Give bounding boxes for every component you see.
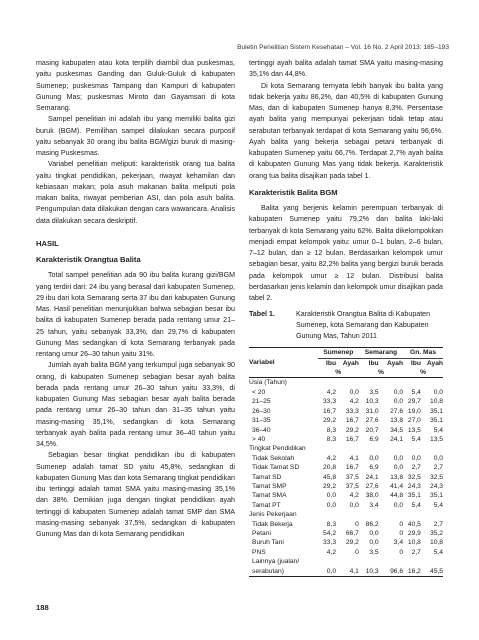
cell-value: 8,3 [326,426,337,434]
cell-value: 5,4 [411,501,421,509]
cell-value: 16,7 [345,464,359,472]
cell-value: 29,7 [407,398,421,406]
cell-value: 0,0 [369,539,379,547]
cell-value: 0,0 [393,388,404,396]
subheader: Ibu [410,359,421,367]
section-title: Jenis Pekerjaan [249,511,297,519]
cell-value: 0,0 [369,454,379,462]
cell-value: 24,1 [390,435,404,443]
cell-value: 16,7 [345,417,359,425]
cell-value: 27,6 [390,407,404,415]
cell-value: 2,7 [433,520,443,528]
cell-value: 0,0 [433,388,443,396]
table-row [249,397,443,406]
cell-value: 29,2 [345,426,359,434]
cell-value: 20,8 [323,464,337,472]
subsection-heading: Karakteristik Orangtua Balita [36,255,141,264]
cell-value: 40,5 [407,520,421,528]
cell-value: 96,6 [379,567,403,577]
cell-value: 35,1 [429,492,443,500]
cell-value: 8,3 [326,520,337,528]
cell-value: 33,3 [323,398,337,406]
right-column [249,58,443,577]
cell-value: 2,7 [411,464,421,472]
cell-value: 29,2 [323,417,337,425]
group-header: Gn. Mas [403,348,443,358]
cell-value: 0,0 [326,501,337,509]
cell-value: 37,5 [345,473,359,481]
cell-value: 0,0 [349,388,359,396]
paragraph: masing kabupaten atau kota terpilih diambil dua puskesmas, yaitu puskesmas Ganding dan Guluk-Guluk di kabupaten Sumenep; puskesmas Tampang dan Kampuri di kabupaten Gunung Mas; puskesmas Miroto dan Gayamsari di kota Semarang. [36,59,235,112]
cell-value: 4,2 [326,388,337,396]
cell-value: 10,3 [365,398,379,406]
cell-value: 16,7 [323,407,337,415]
table-section-row [249,510,443,519]
paragraph: tertinggi ayah balita adalah tamat SMA yaitu masing-masing 35,1% dan 44,8%. [249,59,443,79]
cell-value: 6,9 [369,464,379,472]
row-label: Tidak Sekolah [252,454,295,462]
table-row [249,529,443,538]
cell-value: 4,2 [349,492,359,500]
cell-value: 33,3 [345,407,359,415]
table-row [249,388,443,397]
row-label: Tidak Bekerja [252,520,293,528]
table-section-row [249,444,443,453]
cell-value: 27,6 [365,417,379,425]
paragraph: Sampel penelitian ini adalah ibu yang memiliki balita gizi buruk (BGM). Pemilihan sampel dilakukan secara purposif yaitu sebanyak 30 orang ibu balita BGM/gizi buruk di masing-masing Puskesmas. [36,115,235,157]
table-row [249,538,443,547]
group-header: Sumenep [318,348,359,358]
cell-value: 0 [355,548,359,556]
cell-value: 66,7 [345,529,359,537]
table-row [249,491,443,500]
paragraph: Jumlah ayah balita BGM yang terkumpul juga sebanyak 90 orang, di kabupaten Sumenep sebagian besar ayah balita berada pada rentang umur 26–30 tahun yaitu 33,3%, di kabupaten Gunung Mas sebagian besar ayah balita berada pada rentang umur 26–30 tahun dan 31–35 tahun yaitu masing-masing 35,1%, sedangkan di kota Semarang terbanyak ayah balita pada rentang umur 36–40 tahun yaitu 34,5%. [36,361,235,448]
cell-value: 29,2 [345,539,359,547]
table-group-header-row [249,348,443,358]
cell-value: 0,0 [393,454,404,462]
cell-value: 4,2 [326,548,337,556]
table-row [249,416,443,425]
cell-value: 3,4 [369,501,379,509]
table-row [249,482,443,491]
row-label: > 40 [252,435,266,443]
cell-value: 4,2 [326,454,337,462]
cell-value: 27,6 [365,482,379,490]
cell-value: 32,5 [407,473,421,481]
section-title: Tingkat Pendidikan [249,445,306,453]
cell-value: 4,1 [349,454,359,462]
cell-value: 35,1 [429,407,443,415]
cell-value: 4,2 [349,398,359,406]
cell-value: 0,0 [349,501,359,509]
cell-value: 5,4 [433,501,443,509]
table-row [249,501,443,510]
subsection-heading: Karakteristik Balita BGM [249,187,338,197]
row-label: Tamat SMP [252,482,287,490]
cell-value: 35,1 [407,492,421,500]
cell-value: 45,5 [421,567,443,577]
table-unit-row [249,368,443,378]
row-label: 31–35 [252,417,271,425]
cell-value: 6,9 [369,435,379,443]
cell-value: 34,5 [390,426,404,434]
unit-label: % [318,368,359,378]
cell-value: 0,0 [433,454,443,462]
variable-header: Variabel [249,359,275,367]
cell-value: 5,4 [411,435,421,443]
cell-value: 13,8 [390,473,404,481]
row-label: 21–25 [252,398,271,406]
cell-value: 35,2 [429,529,443,537]
cell-value: 0,0 [393,464,404,472]
cell-value: 3,5 [369,548,379,556]
cell-value: 0 [399,529,404,537]
row-label: Tidak Tamat SD [252,464,300,472]
cell-value: 2,7 [411,548,421,556]
unit-label: % [359,368,403,378]
cell-value: 0 [399,548,404,556]
cell-value: 0,0 [393,501,404,509]
table-row [249,435,443,444]
row-label: serabutan) [249,567,318,577]
cell-value: 3,4 [393,539,404,547]
cell-value: 54,2 [323,529,337,537]
cell-value: 13,5 [407,426,421,434]
cell-value: 41,4 [390,482,404,490]
cell-value: 45,8 [323,473,337,481]
table-row [249,557,443,566]
cell-value: 0 [355,520,359,528]
cell-value: 20,7 [365,426,379,434]
cell-value [421,557,443,566]
cell-value: 38,0 [365,492,379,500]
cell-value: 10,8 [429,539,443,547]
cell-value: 10,8 [429,398,443,406]
cell-value [336,557,359,566]
row-label: Tamat SMA [252,492,287,500]
cell-value: 5,4 [433,548,443,556]
table-row [249,426,443,435]
cell-value: 5,4 [433,426,443,434]
cell-value: 10,8 [407,539,421,547]
section-heading: HASIL [36,238,59,248]
cell-value: 5,4 [411,388,421,396]
table-row [249,548,443,557]
table-row [249,454,443,463]
row-label: Tamat SD [252,473,282,481]
cell-value: 0,0 [411,454,421,462]
cell-value: 33,3 [323,539,337,547]
paragraph: Total sampel penelitian ada 90 ibu balita kurang gizi/BGM yang terdiri dari: 24 ibu yang berasal dari kabupaten Sumenep, 29 ibu dari kota Semarang serta 37 ibu dari kabupaten Gunung Mas. Hasil penelitian menunjukkan bahwa sebagian besar ibu balita di kabupaten Sumenep berada pada rentang umur 21–25 tahun, yaitu sebanyak 33,3%, dan 29,7% di kabupaten Gunung Mas sedangkan di kota Semarang terbanyak pada rentang umur 26–30 tahun yaitu 31%. [36,271,235,358]
cell-value: 16,7 [345,435,359,443]
row-label: 26–30 [252,407,271,415]
cell-value: 0,0 [318,567,336,577]
table-caption [249,309,443,342]
row-label: < 20 [252,388,266,396]
cell-value: 27,0 [407,417,421,425]
cell-value [318,557,336,566]
cell-value: 19,0 [407,407,421,415]
table-row [249,463,443,472]
paragraph: Di kota Semarang ternyata lebih banyak ibu balita yang tidak bekerja yaitu 86,2%, dan 40,5% di kabupaten Gunung Mas, dan di kabupaten Sumenep hanya 8,3%. Persentase ayah balita yang mempunyai pekerjaan tidak tetap atau serabutan terbanyak terdapat di kota Semarang yaitu 96,6%. Ayah balita yang bekerja sebagai petani terbanyak di kabupaten Sumenep yaitu 66,7%. Terdapat 2,7% ayah balita di kabupaten Gunung Mas yang tidak bekerja. Karakteristik orang tua balita disajikan pada tabel 1. [249,81,443,180]
group-header: Semarang [359,348,403,358]
subheader: Ibu [368,359,379,367]
characteristics-table [249,347,443,577]
row-label: PNS [252,548,266,556]
page-number: 188 [36,603,49,612]
cell-value: 29,2 [323,482,337,490]
row-label: Petani [252,529,271,537]
cell-value: 8,3 [326,435,337,443]
cell-value: 37,5 [345,482,359,490]
table-row [249,520,443,529]
cell-value: 13,8 [390,417,404,425]
cell-value: 0,0 [393,398,404,406]
cell-value [379,557,403,566]
running-header: Buletin Penelitian Sistem Kesehatan – Vol. 16 No. 2 April 2013: 185–193 [237,44,449,51]
table-section-row [249,378,443,388]
cell-value: 0,0 [326,492,337,500]
row-label: Tamat PT [252,501,281,509]
cell-value: 16,2 [403,567,421,577]
table-caption-label: Tabel 1. [249,310,275,319]
subheader: Ayah [386,359,404,367]
cell-value: 31,0 [365,407,379,415]
cell-value: 24,3 [407,482,421,490]
cell-value: 24,3 [429,482,443,490]
table-subheader-row [249,358,443,368]
row-label: Buruh Tani [252,539,284,547]
row-label: 36–40 [252,426,271,434]
cell-value: 29,9 [407,529,421,537]
cell-value: 0 [399,520,404,528]
table-row [249,407,443,416]
cell-value: 0,0 [369,529,379,537]
row-label: Lainnya (jualan/ [252,558,300,566]
cell-value: 24,1 [365,473,379,481]
cell-value: 3,5 [369,388,379,396]
cell-value: 44,8 [390,492,404,500]
subheader: Ayah [426,359,443,367]
paragraph: Sebagian besar tingkat pendidikan ibu di kabupaten Sumenep adalah tamat SD yaitu 45,8%, sedangkan di kabupaten Gunung Mas dan kota Semarang tingkat pendidikan ibu tertinggi adalah tamat SMA yaitu masing-masing 35,1% dan 38%. Demikian juga dengan tingkat pendidikan ayah tertinggi di kabupaten Sumenep adalah tamat SMP dan SMA masing-masing sebanyak 37,5%, sedangkan di kabupaten Gunung Mas dan di kota Semarang pendidikan [36,451,235,538]
cell-value: 4,1 [336,567,359,577]
cell-value: 32,5 [429,473,443,481]
subheader: Ibu [326,359,337,367]
subheader: Ayah [342,359,359,367]
cell-value: 13,5 [429,435,443,443]
cell-value: 2,7 [433,464,443,472]
cell-value [359,557,379,566]
cell-value: 35,1 [429,417,443,425]
table-row [249,567,443,577]
left-column [36,58,235,540]
paragraph: Balita yang berjenis kelamin perempuan terbanyak di kabupaten Sumenep yaitu 79,2% dan balita laki-laki terbanyak di kota Semarang yaitu 62%. Balita dikelompokkan menjadi empat kelompok yaitu: umur 0–1 bulan, 2–6 bulan, 7–12 bulan, dan ≥ 12 bulan. Berdasarkan kelompok umur sebagian besar, yaitu 82,2% balita yang bergizi buruk berada pada kelompok umur ≥ 12 bulan. Distribusi balita berdasarkan jenis kelamin dan kelompok umur disajikan pada tabel 2. [249,204,444,302]
paragraph: Variabel penelitian meliputi: karakteristik orang tua balita yaitu tingkat pendidikan, pekerjaan, riwayat kehamilan dan kebiasaan makan; pola asuh makanan balita meliputi pola makan balita, riwayat pemberian ASI, dan pola asuh balita. Pengumpulan data dilakukan dengan cara wawancara. Analisis data dilakukan secara deskriptif. [36,160,235,225]
cell-value [403,557,421,566]
cell-value: 10,3 [359,567,379,577]
unit-label: % [403,368,443,378]
table-caption-text: Karakteristik Orangtua Balita di Kabupaten Sumenep, kota Semarang dan Kabupaten Gunung Mas, Tahun 2011 [296,310,431,341]
table-row [249,473,443,482]
section-title: Usia (Tahun) [249,379,287,387]
cell-value: 86,2 [365,520,379,528]
